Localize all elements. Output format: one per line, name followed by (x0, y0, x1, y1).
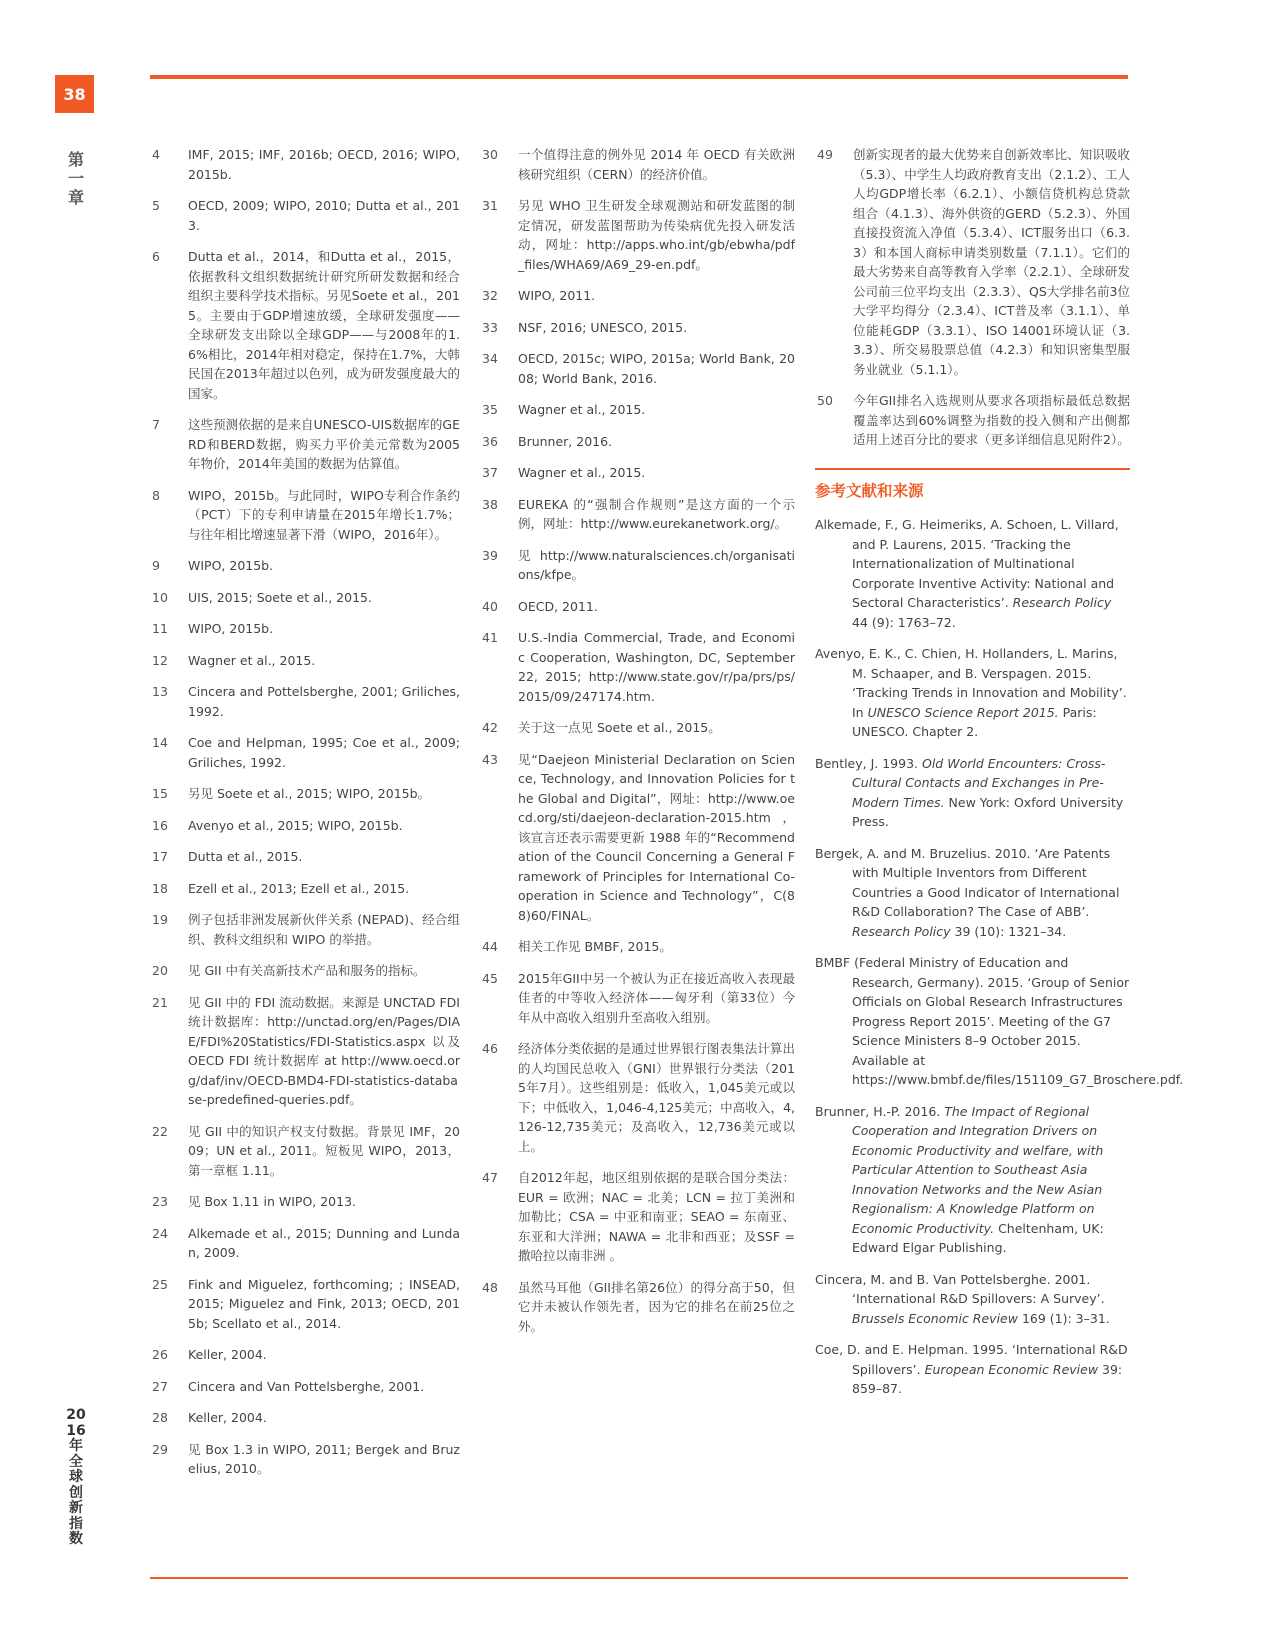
endnote-item (150, 910, 460, 949)
endnote-item (150, 619, 460, 639)
endnote-text: 见 Box 1.11 in WIPO, 2013. (188, 1194, 357, 1209)
reference-pre: Bentley, J. 1993. (815, 755, 922, 771)
endnote-text: 自2012年起，地区组别依据的是联合国分类法：EUR = 欧洲；NAC = 北美；LCN = 拉丁美洲和加勒比；CSA = 中亚和南亚；SEAO = 东南亚、东亚和大洋洲；NAWA = 北非和西亚；及SSF = 撒哈拉以南非洲 。 (518, 1170, 795, 1263)
reference-italic: Old World Encounters: Cross-Cultural Contacts and Exchanges in Pre-Modern Times. (852, 755, 1106, 810)
endnote-item (150, 993, 460, 1110)
endnote-text: Coe and Helpman, 1995; Coe et al., 2009; Griliches, 1992. (188, 735, 460, 770)
endnote-text: UIS, 2015; Soete et al., 2015. (188, 589, 372, 605)
top-divider (150, 75, 1128, 79)
reference-item (815, 515, 1130, 632)
endnote-number: 46 (482, 1041, 498, 1056)
endnote-text: 创新实现者的最大优势来自创新效率比、知识吸收（5.3）、中学生人均政府教育支出（2.1.2）、工人人均GDP增长率（6.2.1）、小额信贷机构总贷款组合（4.1.3）、海外供资的GERD（5.2.3）、外国直接投资流入净值（5.3.4）、ICT服务出口（6.3.3）和本国人商标申请类别数量（7.1.1）。它们的最大劣势来自高等教育入学率（2.2.1）、全球研发公司前三位平均支出（2.3.3）、QS大学排名前3位大学平均得分（2.3.4）、ICT普及率（3.1.1）、单位能耗GDP（3.3.1）、ISO 14001环境认证（3.3.3）、所交易股票总值（4.2.3）和知识密集型服务业就业（5.1.1）。 (853, 147, 1130, 377)
reference-pre: Cincera, M. and B. Van Pottelsberghe. 2001. ‘International R&D Spillovers: A Survey’. (815, 1271, 1105, 1306)
reference-pre: Alkemade, F., G. Heimeriks, A. Schoen, L. Villard, and P. Laurens, 2015. ‘Tracking the Internationalization of Multinational Corporate Inventive Activity: National and Sectoral Characteristics’. (815, 517, 1119, 610)
notes-column-1 (150, 145, 460, 1491)
endnote-number: 28 (152, 1410, 168, 1425)
endnote-item (150, 816, 460, 836)
endnote-text: 见 GII 中的 FDI 流动数据。来源是 UNCTAD FDI 统计数据库：http://unctad.org/en/Pages/DIAE/FDI%20Statistics/FDI-Statistics.aspx 以及 OECD FDI 统计数据库 at http://www.oecd.org/daf/inv/OECD-BMD4-FDI-statistics-database-predefined-queries.pdf。 (188, 994, 460, 1107)
endnote-text: Avenyo et al., 2015; WIPO, 2015b. (188, 817, 403, 833)
endnote-item (150, 415, 460, 474)
notes-column-3 (815, 145, 1184, 1411)
endnote-number: 17 (152, 849, 168, 864)
endnote-number: 10 (152, 589, 168, 605)
endnote-item (150, 784, 460, 804)
endnote-item (480, 1278, 795, 1337)
references-heading: 参考文献和来源 (815, 481, 924, 500)
reference-item (815, 1102, 1130, 1258)
endnote-number: 24 (152, 1225, 168, 1241)
reference-pre: Coe, D. and E. Helpman. 1995. ‘International R&D Spillovers’. (815, 1342, 1128, 1377)
endnote-number: 34 (482, 351, 498, 366)
endnote-number: 7 (152, 417, 160, 432)
endnote-number: 43 (482, 751, 498, 767)
endnote-text: Cincera and Van Pottelsberghe, 2001. (188, 1378, 425, 1394)
endnote-number: 26 (152, 1347, 168, 1362)
endnote-number: 12 (152, 652, 168, 668)
endnote-text: WIPO, 2015b. (188, 558, 274, 573)
endnote-text: OECD, 2011. (518, 598, 598, 614)
endnote-number: 42 (482, 720, 498, 735)
notes-column-2 (480, 145, 795, 1348)
endnote-item (150, 1224, 460, 1263)
endnote-number: 16 (152, 817, 168, 833)
endnote-item (815, 145, 1130, 379)
endnote-text: 2015年GII中另一个被认为正在接近高收入表现最佳者的中等收入经济体——匈牙利（第33位）今年从中高收入组别升至高收入组别。 (518, 970, 795, 1025)
endnote-text: Ezell et al., 2013; Ezell et al., 2015. (188, 880, 410, 896)
reference-italic: Brussels Economic Review (852, 1310, 1018, 1326)
endnote-text: 相关工作见 BMBF, 2015。 (518, 939, 672, 954)
reference-post: 44 (9): 1763–72. (852, 614, 956, 630)
endnote-item (480, 937, 795, 957)
reference-post: 169 (1): 3–31. (1017, 1310, 1110, 1326)
endnote-item (480, 432, 795, 452)
endnote-number: 4 (152, 147, 160, 162)
endnote-item (480, 1039, 795, 1156)
endnote-number: 32 (482, 288, 498, 303)
endnote-text: OECD, 2015c; WIPO, 2015a; World Bank, 2008; World Bank, 2016. (518, 351, 795, 386)
reference-pre: Bergek, A. and M. Bruzelius. 2010. ‘Are Patents with Multiple Inventors from Different Countries a Good Indicator of International R&D Collaboration? The Case of ABB’. (815, 845, 1120, 919)
side-running-title: 2016年全球创新指数 (66, 1407, 86, 1547)
endnote-item (150, 961, 460, 981)
reference-italic: The Impact of Regional Cooperation and Integration Drivers on Economic Productivity and welfare, with Particular Attention to Southeast Asia Innovation Networks and the New Asian Regionalism: A Knowledge Platform on Economic Productivity. (852, 1103, 1104, 1236)
endnote-text: IMF, 2015; IMF, 2016b; OECD, 2016; WIPO, 2015b. (188, 147, 460, 182)
endnote-number: 27 (152, 1378, 168, 1394)
endnote-text: Dutta et al.，2014，和Dutta et al.，2015，依据教科文组织数据统计研究所研发数据和经合组织主要科学技术指标。另见Soete et al.，2015。主要由于GDP增速放缓，全球研发强度——全球研发支出除以全球GDP——与2008年的1.6%相比，2014年相对稳定，保持在1.7%，大韩民国在2013年超过以色列，成为研发强度最大的国家。 (188, 249, 460, 401)
endnote-text: WIPO, 2011. (518, 288, 596, 303)
bottom-divider (150, 1577, 1128, 1579)
endnote-item (480, 400, 795, 420)
endnote-item (480, 718, 795, 738)
endnote-item (480, 597, 795, 617)
endnote-item (150, 1440, 460, 1479)
reference-italic: European Economic Review (924, 1361, 1099, 1377)
endnote-number: 37 (482, 465, 498, 480)
reference-item (815, 754, 1130, 832)
reference-post: Paris: UNESCO. Chapter 2. (852, 704, 1097, 739)
endnote-text: 另见 WHO 卫生研发全球观测站和研发蓝图的制定情况，研发蓝图帮助为传染病优先投入研发活动，网址：http://apps.who.int/gb/ebwha/pdf_files/WHA69/A69_29-en.pdf。 (518, 198, 795, 272)
endnote-item (150, 651, 460, 671)
endnote-text: Alkemade et al., 2015; Dunning and Lundan, 2009. (188, 1225, 460, 1260)
endnote-number: 35 (482, 402, 498, 417)
endnote-item (150, 879, 460, 899)
reference-item (815, 644, 1130, 742)
endnote-number: 40 (482, 598, 498, 614)
endnote-text: 例子包括非洲发展新伙伴关系 (NEPAD)、经合组织、教科文组织和 WIPO 的举措。 (188, 912, 460, 947)
endnote-item (480, 196, 795, 274)
endnote-text: Wagner et al., 2015. (518, 402, 646, 417)
reference-pre: BMBF (Federal Ministry of Education and Research, Germany). 2015. ‘Group of Senior Officials on Global Research Infrastructures Progress Report 2015’. Meeting of the G7 Science Ministers 8–9 October 2015. Available at https://www.bmbf.de/files/151109_G7_Broschere.pdf. (815, 955, 1184, 1087)
endnote-text: Cincera and Pottelsberghe, 2001; Griliches, 1992. (188, 684, 460, 719)
endnote-number: 50 (817, 393, 833, 408)
endnote-item (480, 969, 795, 1028)
endnote-number: 48 (482, 1279, 498, 1295)
endnote-number: 31 (482, 198, 498, 213)
endnote-number: 30 (482, 147, 498, 162)
endnote-item (150, 1192, 460, 1212)
endnote-number: 41 (482, 630, 498, 645)
endnote-item (480, 349, 795, 388)
endnote-text: 关于这一点见 Soete et al., 2015。 (518, 720, 721, 735)
endnote-number: 33 (482, 319, 498, 335)
endnote-number: 9 (152, 558, 160, 573)
endnote-number: 19 (152, 912, 168, 927)
reference-pre: Avenyo, E. K., C. Chien, H. Hollanders, L. Marins, M. Schaaper, and B. Verspagen. 2015. ‘Tracking Trends in Innovation and Mobility’. In (815, 646, 1127, 720)
endnote-item (150, 1408, 460, 1428)
endnote-text: 虽然马耳他（GII排名第26位）的得分高于50，但它并未被认作领先者，因为它的排名在前25位之外。 (518, 1279, 795, 1334)
endnote-text: WIPO，2015b。与此同时，WIPO专利合作条约（PCT）下的专利申请量在2015年增长1.7%；与往年相比增速显著下滑（WIPO，2016年）。 (188, 487, 460, 542)
endnote-text: 这些预测依据的是来自UNESCO-UIS数据库的GERD和BERD数据，购买力平价美元常数为2005年物价，2014年美国的数据为估算值。 (188, 417, 460, 471)
endnote-number: 25 (152, 1276, 168, 1292)
endnote-item (150, 682, 460, 721)
endnote-number: 20 (152, 963, 168, 978)
endnote-text: Wagner et al., 2015. (518, 465, 646, 480)
reference-italic: Research Policy (1012, 595, 1112, 610)
endnote-number: 18 (152, 880, 168, 896)
endnote-number: 23 (152, 1194, 168, 1209)
endnote-item (480, 318, 795, 338)
endnote-item (150, 145, 460, 184)
endnote-number: 29 (152, 1441, 168, 1457)
endnote-text: Keller, 2004. (188, 1410, 267, 1425)
endnote-item (150, 1377, 460, 1397)
endnote-number: 15 (152, 786, 168, 801)
endnote-text: 见 Box 1.3 in WIPO, 2011; Bergek and Bruzelius, 2010。 (188, 1441, 460, 1476)
references-section (815, 468, 1184, 1399)
endnote-item (150, 733, 460, 772)
endnote-number: 36 (482, 433, 498, 449)
endnote-item (150, 588, 460, 608)
reference-item (815, 844, 1130, 942)
page-number-badge: 38 (55, 75, 94, 113)
endnote-text: 一个值得注意的例外见 2014 年 OECD 有关欧洲核研究组织（CERN）的经济价值。 (518, 147, 795, 182)
endnote-text: U.S.-India Commercial, Trade, and Economic Cooperation, Washington, DC, September 22, 2015; http://www.state.gov/r/pa/prs/ps/2015/09/247174.htm. (518, 630, 795, 704)
endnote-number: 45 (482, 970, 498, 986)
endnote-item (150, 1345, 460, 1365)
endnote-text: 见 GII 中有关高新技术产品和服务的指标。 (188, 963, 426, 978)
endnote-item (150, 486, 460, 545)
endnote-text: 经济体分类依据的是通过世界银行图表集法计算出的人均国民总收入（GNI）世界银行分类法（2015年7月）。这些组别是：低收入，1,045美元或以下；中低收入，1,046-4,125美元；中高收入，4,126-12,735美元；及高收入，12,736美元或以上。 (518, 1041, 795, 1154)
reference-item (815, 953, 1184, 1090)
reference-post: New York: Oxford University Press. (852, 794, 1124, 829)
endnote-item (150, 556, 460, 576)
endnote-text: WIPO, 2015b. (188, 621, 274, 636)
endnote-text: Fink and Miguelez, forthcoming; ; INSEAD, 2015; Miguelez and Fink, 2013; OECD, 2015b; Scellato et al., 2014. (188, 1276, 460, 1331)
endnote-item (150, 196, 460, 235)
endnote-number: 11 (152, 621, 168, 636)
endnote-number: 22 (152, 1123, 168, 1139)
endnote-number: 38 (482, 496, 498, 512)
chapter-label: 第一章 (67, 150, 84, 207)
endnote-item (480, 546, 795, 585)
endnote-number: 21 (152, 994, 168, 1010)
endnote-number: 13 (152, 684, 168, 699)
endnote-text: 另见 Soete et al., 2015; WIPO, 2015b。 (188, 786, 431, 801)
endnote-number: 39 (482, 547, 498, 563)
endnote-number: 44 (482, 939, 498, 954)
endnote-text: NSF, 2016; UNESCO, 2015. (518, 319, 688, 335)
endnote-item (480, 286, 795, 306)
endnote-text: Brunner, 2016. (518, 433, 613, 449)
endnote-item (815, 391, 1130, 450)
reference-italic: Research Policy (852, 923, 951, 939)
endnote-text: 见 http://www.naturalsciences.ch/organisations/kfpe。 (518, 547, 795, 582)
reference-post: Cheltenham, UK: Edward Elgar Publishing. (852, 1220, 1104, 1255)
endnote-text: 见 GII 中的知识产权支付数据。背景见 IMF，2009；UN et al., 2011。短板见 WIPO，2013，第一章框 1.11。 (188, 1123, 460, 1178)
endnote-item (480, 495, 795, 534)
endnote-item (480, 1168, 795, 1266)
reference-post: 39: 859–87. (852, 1361, 1123, 1396)
endnote-text: OECD, 2009; WIPO, 2010; Dutta et al., 2013. (188, 198, 460, 233)
endnote-text: EUREKA 的“强制合作规则”是这方面的一个示例，网址：http://www.eurekanetwork.org/。 (518, 496, 795, 531)
endnote-number: 5 (152, 198, 160, 213)
endnote-item (150, 847, 460, 867)
endnote-text: 见“Daejeon Ministerial Declaration on Science, Technology, and Innovation Policies for the Global and Digital”，网址：http://www.oecd.org/sti/daejeon-declaration-2015.htm，该宣言还表示需要更新 1988 年的“Recommendation of the Council Concerning a General Framework of Principles for International Co-operation in Science and Technology”，C(88)60/FINAL。 (518, 751, 795, 923)
endnote-text: Keller, 2004. (188, 1347, 267, 1362)
endnote-text: Dutta et al., 2015. (188, 849, 303, 864)
endnote-item (150, 1122, 460, 1181)
endnote-item (150, 247, 460, 403)
reference-post: 39 (10): 1321–34. (950, 923, 1067, 939)
endnote-item (480, 145, 795, 184)
endnote-text: 今年GII排名入选规则从要求各项指标最低总数据覆盖率达到60%调整为指数的投入侧和产出侧都适用上述百分比的要求（更多详细信息见附件2）。 (853, 393, 1130, 447)
endnote-item (480, 628, 795, 706)
endnote-number: 47 (482, 1170, 498, 1185)
endnote-item (150, 1275, 460, 1334)
endnote-number: 14 (152, 735, 168, 750)
reference-item (815, 1270, 1130, 1329)
reference-item (815, 1340, 1130, 1399)
reference-pre: Brunner, H.-P. 2016. (815, 1103, 945, 1119)
endnote-number: 8 (152, 487, 160, 503)
endnote-text: Wagner et al., 2015. (188, 652, 316, 668)
endnote-item (480, 463, 795, 483)
reference-italic: UNESCO Science Report 2015. (867, 704, 1059, 720)
endnote-item (480, 750, 795, 926)
endnote-number: 49 (817, 147, 833, 162)
endnote-number: 6 (152, 249, 160, 264)
